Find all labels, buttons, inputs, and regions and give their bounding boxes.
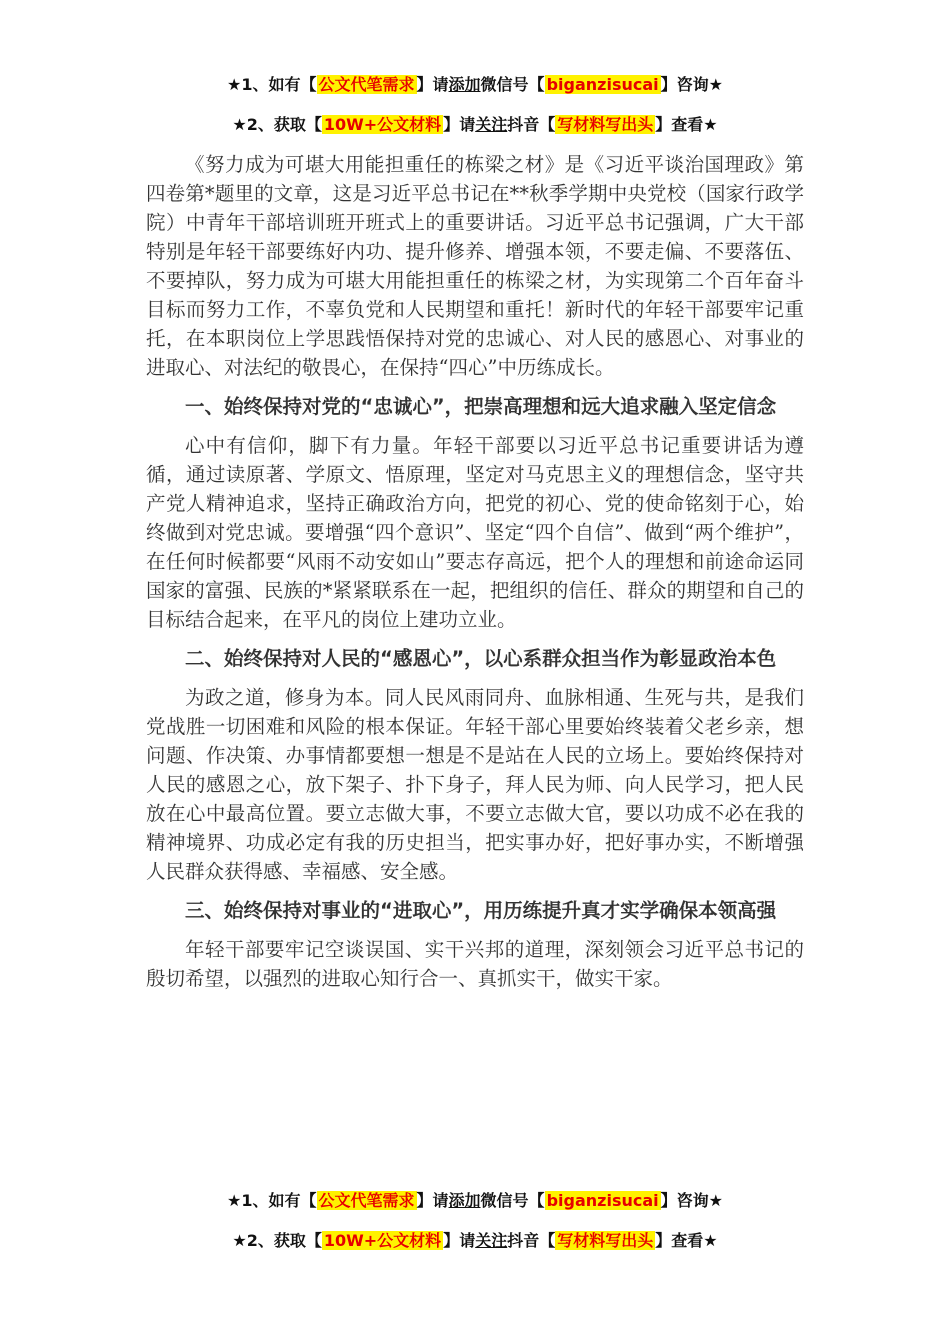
banner-text: ★1、如有【 — [227, 75, 317, 94]
section-paragraph-1: 心中有信仰，脚下有力量。年轻干部要以习近平总书记重要讲话为遵循，通过读原著、学原文、悟原理，坚定对马克思主义的理想信念，坚守共产党人精神追求，坚持正确政治方向，把党的初心、党的使命铭刻于心，始终做到对党忠诚。要增强“四个意识”、坚定“四个自信”、做到“两个维护”，在任何时候都要“风雨不动安如山”要志存高远，把个人的理想和前途命运同国家的富强、民族的*紧紧联系在一起，把组织的信任、群众的期望和自己的目标结合起来，在平凡的岗位上建功立业。 — [146, 434, 804, 631]
section-paragraph-3: 年轻干部要牢记空谈误国、实干兴邦的道理，深刻领会习近平总书记的殷切希望，以强烈的进取心知行合一、真抓实干，做实干家。 — [146, 938, 804, 990]
section-heading-2: 二、始终保持对人民的“感恩心”，以心系群众担当作为彰显政治本色 — [185, 647, 777, 670]
intro-paragraph: 《努力成为可堪大用能担重任的栋梁之材》是《习近平谈治国理政》第四卷第*题里的文章，这是习近平总书记在**秋季学期中央党校（国家行政学院）中青年干部培训班开班式上的重要讲话。习近平总书记强调，广大干部特别是年轻干部要练好内功、提升修养、增强本领，不要走偏、不要落伍、不要掉队，努力成为可堪大用能担重任的栋梁之材，为实现第二个百年奋斗目标而努力工作，不辜负党和人民期望和重托！新时代的年轻干部要牢记重托，在本职岗位上学思践悟保持对党的忠诚心、对人民的感恩心、对事业的进取心、对法纪的敬畏心，在保持“四心”中历练成长。 — [146, 153, 804, 379]
banner-highlight: biganzisucai — [546, 1191, 659, 1210]
promo-banner-bottom-1 — [0, 1188, 950, 1211]
banner-text: 】查看★ — [655, 115, 718, 134]
banner-highlight: 写材料写出头 — [557, 115, 654, 134]
section-heading-1: 一、始终保持对党的“忠诚心”，把崇高理想和远大追求融入坚定信念 — [185, 395, 777, 418]
banner-text: 抖音【 — [507, 115, 556, 134]
banner-text: 微信号【 — [480, 1191, 545, 1210]
banner-text: ★2、获取【 — [232, 1231, 322, 1250]
banner-highlight: 写材料写出头 — [557, 1231, 654, 1250]
banner-underline: 添加 — [448, 1191, 481, 1210]
banner-text: 】请 — [443, 115, 476, 134]
banner-text: 抖音【 — [507, 1231, 556, 1250]
banner-underline: 关注 — [475, 115, 508, 134]
banner-text: 】咨询★ — [660, 1191, 723, 1210]
banner-text: ★1、如有【 — [227, 1191, 317, 1210]
banner-text: 】查看★ — [655, 1231, 718, 1250]
banner-highlight: 10W+公文材料 — [323, 1231, 442, 1250]
banner-text: 】咨询★ — [660, 75, 723, 94]
banner-text: 】请 — [443, 1231, 476, 1250]
promo-banner-top-1 — [0, 72, 950, 95]
banner-text: ★2、获取【 — [232, 115, 322, 134]
promo-banner-bottom-2 — [0, 1228, 950, 1251]
section-heading-3: 三、始终保持对事业的“进取心”，用历练提升真才实学确保本领高强 — [185, 899, 777, 922]
banner-highlight: 公文代笔需求 — [318, 1191, 415, 1210]
banner-highlight: biganzisucai — [546, 75, 659, 94]
banner-underline: 关注 — [475, 1231, 508, 1250]
banner-text: 微信号【 — [480, 75, 545, 94]
banner-highlight: 公文代笔需求 — [318, 75, 415, 94]
banner-underline: 添加 — [448, 75, 481, 94]
promo-banner-top-2 — [0, 112, 950, 135]
banner-text: 】请 — [416, 1191, 449, 1210]
article-body — [146, 150, 804, 1003]
banner-text: 】请 — [416, 75, 449, 94]
section-paragraph-2: 为政之道，修身为本。同人民风雨同舟、血脉相通、生死与共，是我们党战胜一切困难和风险的根本保证。年轻干部心里要始终装着父老乡亲，想问题、作决策、办事情都要想一想是不是站在人民的立场上。要始终保持对人民的感恩之心，放下架子、扑下身子，拜人民为师、向人民学习，把人民放在心中最高位置。要立志做大事，不要立志做大官，要以功成不必在我的精神境界、功成必定有我的历史担当，把实事办好，把好事办实，不断增强人民群众获得感、幸福感、安全感。 — [146, 686, 804, 883]
banner-highlight: 10W+公文材料 — [323, 115, 442, 134]
